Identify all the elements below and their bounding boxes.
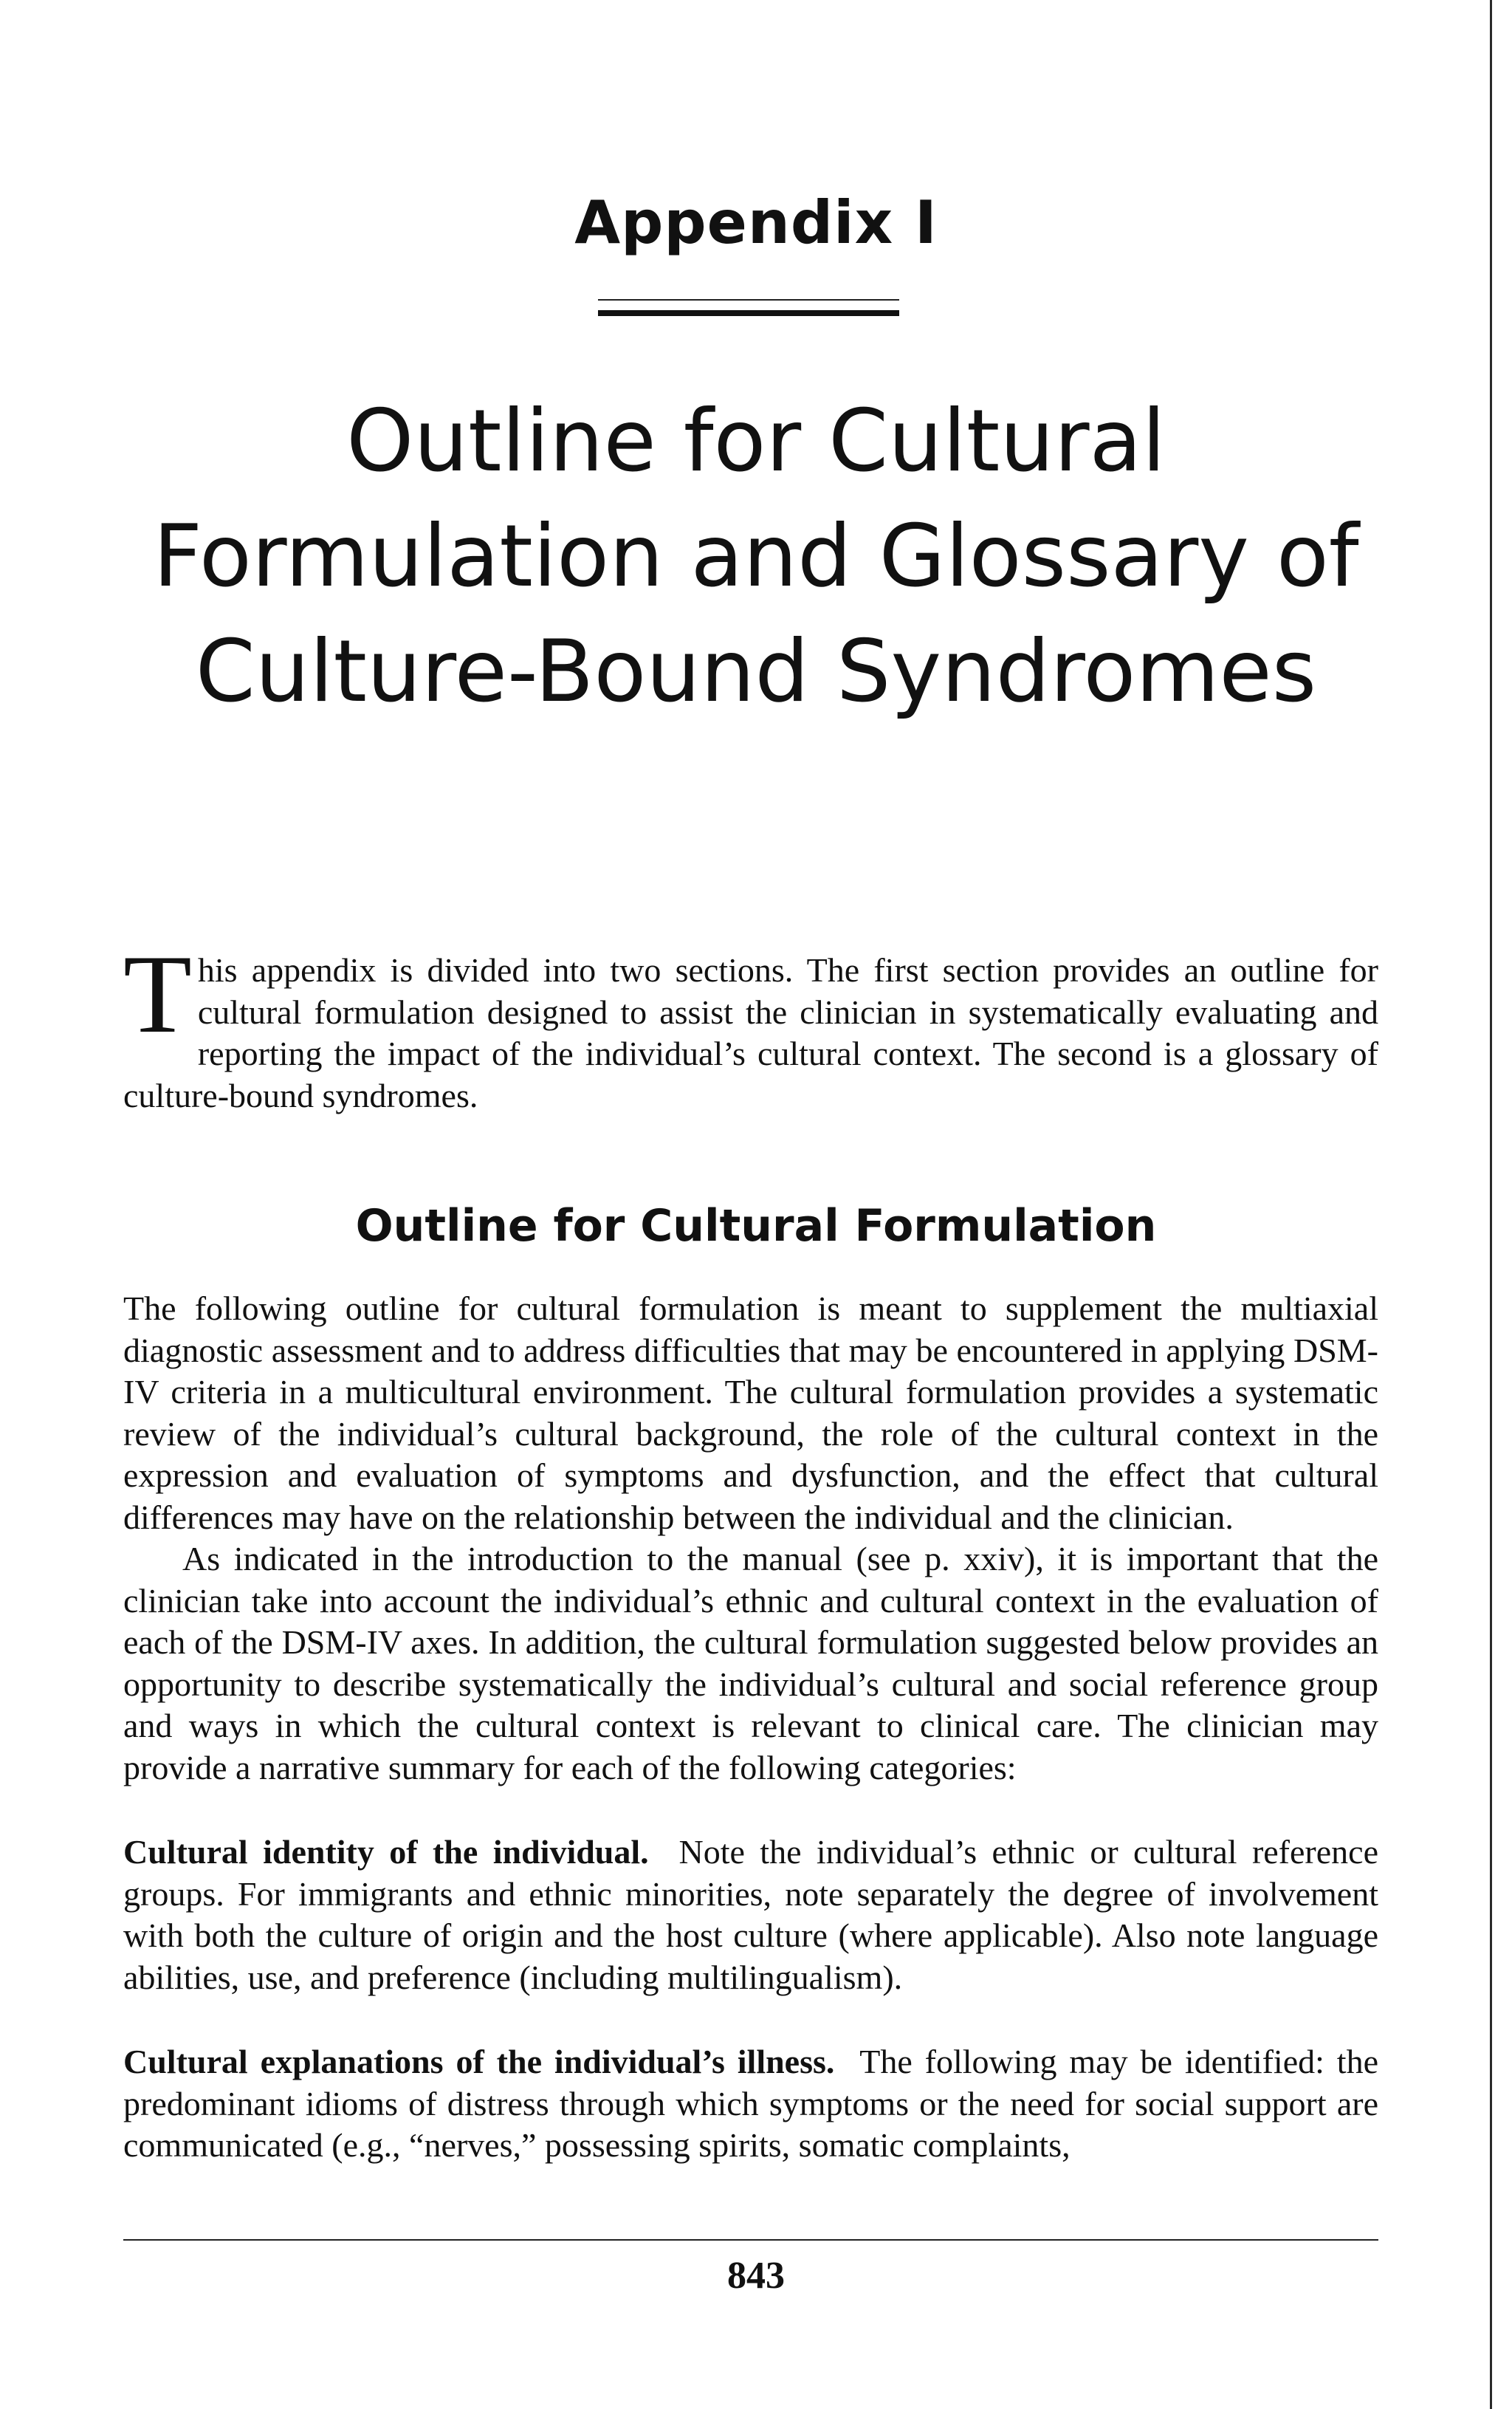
title-rule-thin <box>598 299 899 301</box>
body-paragraph: The following outline for cultural formulation is meant to supplement the multiaxial diagnostic assessment and to address difficulties that may be encountered in applying DSM-IV criteria in a multicultural environment. The cultural formulation provides a systematic review of the individual’s cultural background, the role of the cultural context in the expression and evaluation of symptoms and dysfunction, and the effect that cultural differences may have on the relationship between the individual and the clinician. <box>123 1289 1378 1536</box>
drop-cap: T <box>123 932 192 1056</box>
subsection-text: Note the individual’s ethnic or cultural reference groups. For immigrants and ethnic minorities, note separately the degree of involvement with both the culture of origin and the host culture (where applicable). Also note language abilities, use, and preference (including multilingualism). <box>123 1833 1378 1996</box>
subsection-cultural-explanations <box>123 2041 1378 2167</box>
title-line: Outline for Cultural <box>346 391 1166 491</box>
subsection-heading: Cultural explanations of the individual’s illness. <box>123 2043 835 2080</box>
subsection-heading: Cultural identity of the individual. <box>123 1833 649 1871</box>
page-title <box>0 384 1512 730</box>
subsection-cultural-identity <box>123 1831 1378 1998</box>
section-heading: Outline for Cultural Formulation <box>355 1200 1157 1252</box>
title-line: Culture-Bound Syndromes <box>195 622 1317 722</box>
appendix-label: Appendix I <box>574 188 938 257</box>
subsection-text: The following may be identified: the predominant idioms of distress through which symptoms or the need for social support are communicated (e.g., “nerves,” possessing spirits, somatic complaints, <box>123 2043 1379 2164</box>
intro-text: his appendix is divided into two sections. The first section provides an outline for cultural formulation designed to assist the clinician in systematically evaluating and reporting the impact of the individual’s cultural context. The second is a glossary of culture-bound syndromes. <box>123 951 1378 1114</box>
intro-paragraph <box>123 932 1378 1117</box>
footer-rule <box>123 2239 1378 2241</box>
title-rule-thick <box>598 310 899 316</box>
body-paragraph: As indicated in the introduction to the manual (see p. xxiv), it is important that the clinician take into account the individual’s ethnic and cultural context in the evaluation of each of the DSM-IV axes. In addition, the cultural formulation suggested below provides an opportunity to describe systematically the individual’s cultural and social reference group and ways in which the cultural context is relevant to clinical care. The clinician may provide a narrative summary for each of the following categories: <box>123 1540 1378 1786</box>
page-number: 843 <box>727 2255 785 2297</box>
outline-body <box>123 1288 1378 2167</box>
title-line: Formulation and Glossary of <box>153 507 1359 606</box>
